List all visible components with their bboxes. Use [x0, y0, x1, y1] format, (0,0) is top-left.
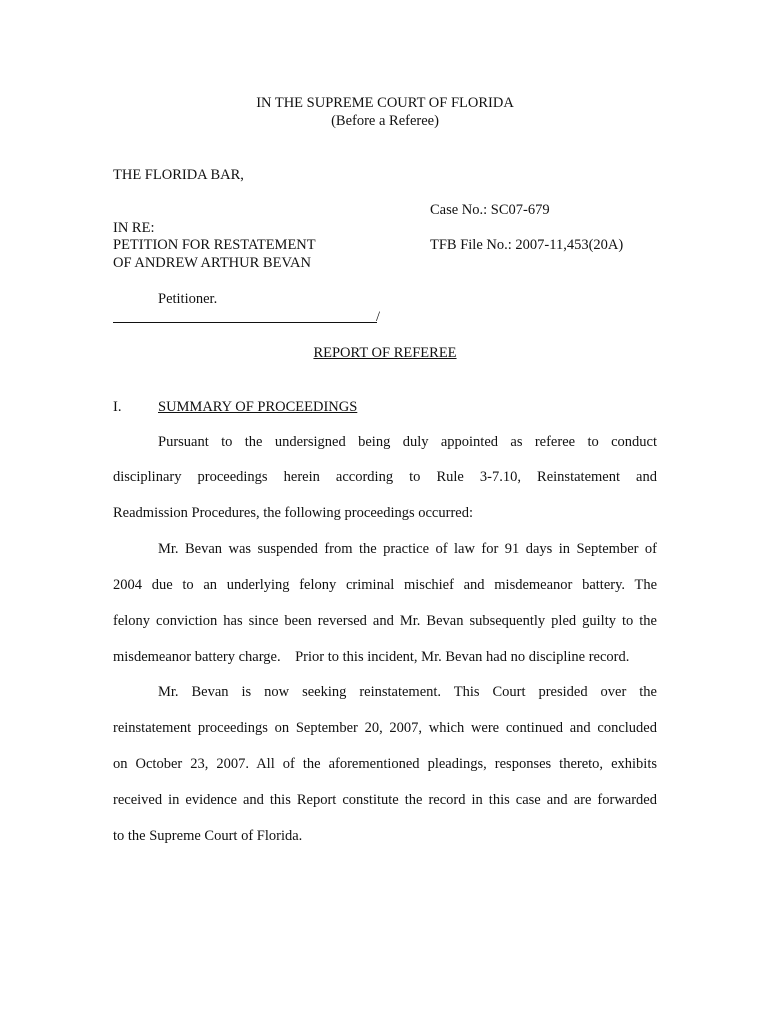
section-number: I. — [113, 399, 122, 415]
petitioner-label: Petitioner. — [158, 291, 218, 307]
paragraph-1-line-1: Pursuant to the undersigned being duly appointed as referee to conduct — [158, 434, 657, 450]
paragraph-3-line-2: reinstatement proceedings on September 20, 2007, which were continued and concluded — [113, 720, 657, 736]
paragraph-2-line-3: felony conviction has since been reversed and Mr. Bevan subsequently pled guilty to the — [113, 613, 657, 629]
paragraph-2-line-2: 2004 due to an underlying felony criminal mischief and misdemeanor battery. The — [113, 577, 657, 593]
caption-rule — [113, 322, 377, 323]
in-re-label: IN RE: — [113, 220, 155, 236]
paragraph-3-line-4: received in evidence and this Report constitute the record in this case and are forwarded — [113, 792, 657, 808]
paragraph-1-line-2: disciplinary proceedings herein according to Rule 3-7.10, Reinstatement and — [113, 469, 657, 485]
section-heading: SUMMARY OF PROCEEDINGS — [158, 399, 358, 415]
petition-title-line2: OF ANDREW ARTHUR BEVAN — [113, 255, 311, 271]
petition-title-line1: PETITION FOR RESTATEMENT — [113, 237, 316, 253]
paragraph-2-line-1: Mr. Bevan was suspended from the practice of law for 91 days in September of — [158, 541, 657, 557]
court-heading: IN THE SUPREME COURT OF FLORIDA — [256, 95, 514, 111]
paragraph-3-line-3: on October 23, 2007. All of the aforementioned pleadings, responses thereto, exhibits — [113, 756, 657, 772]
paragraph-3-line-1: Mr. Bevan is now seeking reinstatement. This Court presided over the — [158, 684, 657, 700]
paragraph-2-line-4: misdemeanor battery charge. Prior to this incident, Mr. Bevan had no discipline record. — [113, 649, 630, 665]
paragraph-3-line-5: to the Supreme Court of Florida. — [113, 828, 303, 844]
case-number: Case No.: SC07-679 — [430, 202, 550, 218]
report-title: REPORT OF REFEREE — [313, 345, 457, 361]
caption-rule-slash: / — [376, 309, 381, 325]
referee-subheading: (Before a Referee) — [331, 113, 439, 129]
paragraph-1-line-3: Readmission Procedures, the following proceedings occurred: — [113, 505, 473, 521]
tfb-file-number: TFB File No.: 2007-11,453(20A) — [430, 237, 624, 253]
party-name: THE FLORIDA BAR, — [113, 167, 244, 183]
